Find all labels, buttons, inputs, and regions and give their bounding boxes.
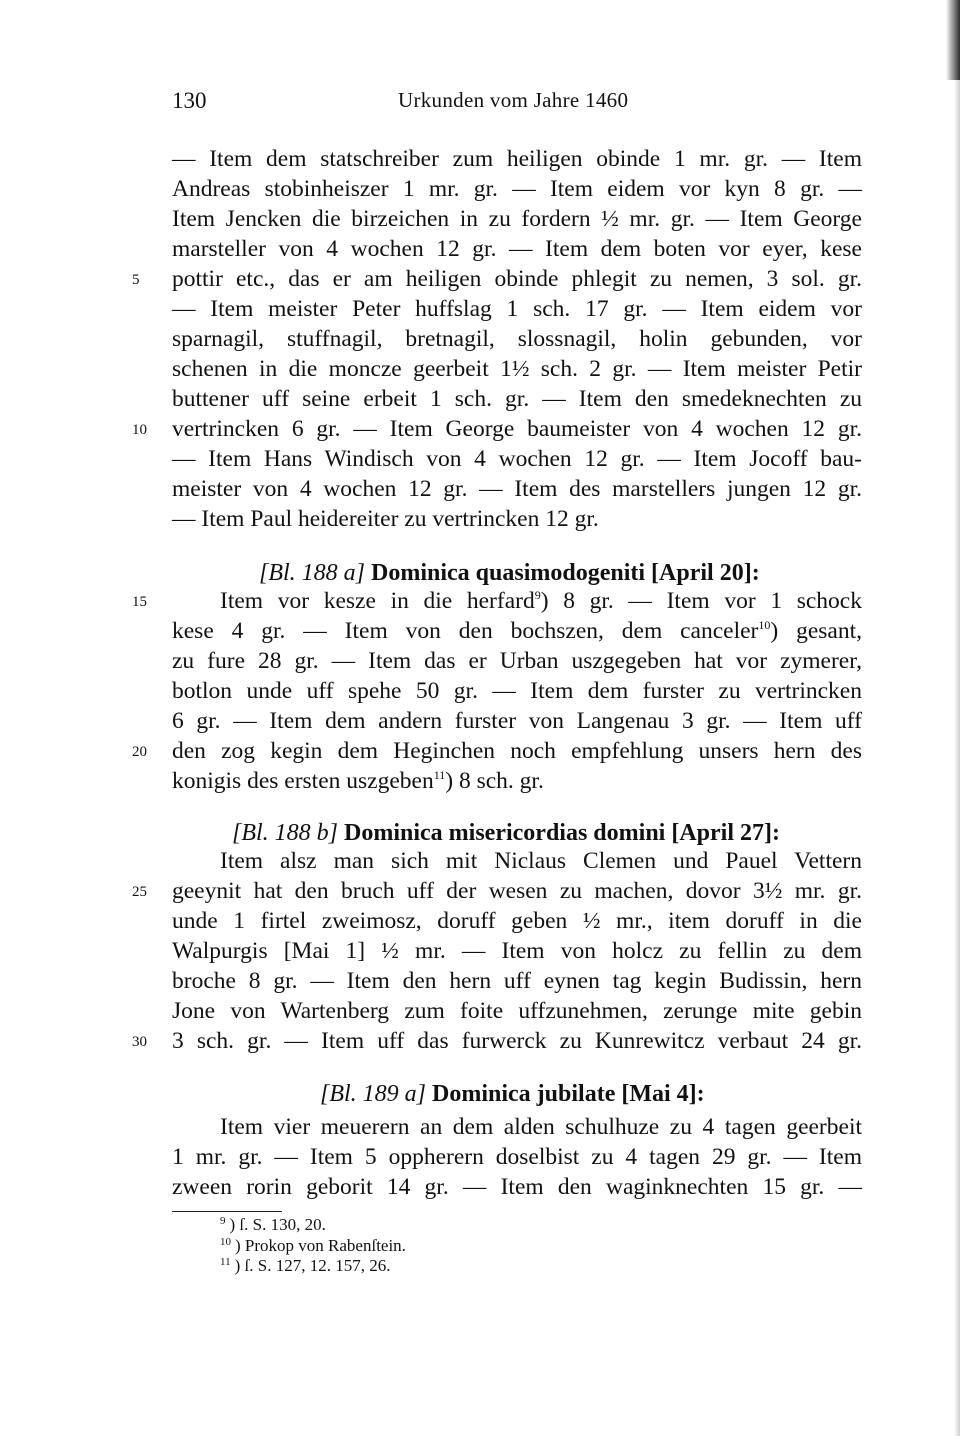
footnote: $^{10}$ ) Prokop von Rabenſtein. <box>220 1236 406 1255</box>
text-line: — Item Hans Windisch von 4 wochen 12 gr. — Item Jocoff bau- <box>172 446 862 472</box>
text-line: — Item dem statschreiber zum heiligen obinde 1 mr. gr. — Item <box>172 146 862 172</box>
text-line: unde 1 firtel zweimosz, doruff geben ½ mr., item doruff in die <box>172 908 862 934</box>
text-line: botlon unde uff spehe 50 gr. — Item dem furster zu vertrincken <box>172 678 862 704</box>
text-line: — Item meister Peter huffslag 1 sch. 17 gr. — Item eidem vor <box>172 296 862 322</box>
line-number: 20 <box>132 744 147 760</box>
text-line: meister von 4 wochen 12 gr. — Item des marstellers jungen 12 gr. <box>172 476 862 502</box>
folio-reference: [Bl. 189 a] <box>320 1081 427 1107</box>
text-line: Item Jencken die birzeichen in zu fordern ½ mr. gr. — Item George <box>172 206 862 232</box>
text-line: Item vor kesze in die herfard$^9$) 8 gr. — Item vor 1 schock <box>220 588 862 614</box>
text-line: 1 mr. gr. — Item 5 oppherern doselbist zu 4 tagen 29 gr. — Item <box>172 1144 862 1170</box>
section-title: Dominica jubilate [Mai 4]: <box>432 1081 705 1107</box>
text-line: pottir etc., das er am heiligen obinde phlegit zu nemen, 3 sol. gr. <box>172 266 862 292</box>
text-line: zween rorin geborit 14 gr. — Item den waginknechten 15 gr. — <box>172 1174 862 1200</box>
line-number: 25 <box>132 884 147 900</box>
footnote-text: Prokop von Rabenſtein. <box>244 1236 406 1255</box>
folio-reference: [Bl. 188 a] <box>259 560 366 586</box>
footnote: $^{11}$ ) ſ. S. 127, 12. 157, 26. <box>220 1256 391 1275</box>
footnote-text: ſ. S. 127, 12. 157, 26. <box>244 1256 391 1275</box>
scan-page-edge <box>954 0 960 1436</box>
text-line: schenen in die moncze geerbeit 1½ sch. 2 gr. — Item meister Petir <box>172 356 862 382</box>
line-number: 15 <box>132 594 147 610</box>
footnote-text: ſ. S. 130, 20. <box>239 1215 326 1234</box>
footnote-mark: 10 <box>220 1236 231 1248</box>
text-line: sparnagil, stuffnagil, bretnagil, slossnagil, holin gebunden, vor <box>172 326 862 352</box>
text-line: — Item Paul heidereiter zu vertrincken 12 gr. <box>172 506 599 532</box>
line-number: 10 <box>132 422 147 438</box>
footnote: $^9$ ) ſ. S. 130, 20. <box>220 1215 326 1234</box>
section-heading <box>320 1078 705 1110</box>
text-line: konigis des ersten uszgeben$^{11}$) 8 sch. gr. <box>172 768 544 794</box>
text-line: Jone von Wartenberg zum foite uffzunehmen, zerunge mite gebin <box>172 998 862 1024</box>
text-line: den zog kegin dem Heginchen noch empfehlung unsers hern des <box>172 738 862 764</box>
text-line: Item alsz man sich mit Niclaus Clemen und Pauel Vettern <box>220 848 862 874</box>
text-line: geeynit hat den bruch uff der wesen zu machen, dovor 3½ mr. gr. <box>172 878 862 904</box>
footnote-mark: 9 <box>220 1215 226 1227</box>
footnote-reference: 9 <box>534 588 541 603</box>
footnote-reference: 10 <box>758 618 771 633</box>
line-number: 5 <box>132 272 140 288</box>
text-line: Item vier meuerern an dem alden schulhuze zu 4 tagen geerbeit <box>220 1114 862 1140</box>
footnote-mark: 11 <box>220 1256 231 1268</box>
page-number: 130 <box>172 88 207 113</box>
text-line: vertrincken 6 gr. — Item George baumeister von 4 wochen 12 gr. <box>172 416 862 442</box>
text-line: broche 8 gr. — Item den hern uff eynen tag kegin Budissin, hern <box>172 968 862 994</box>
footnote-reference: 11 <box>433 768 446 783</box>
text-line: buttener uff seine erbeit 1 sch. gr. — Item den smedeknechten zu <box>172 386 862 412</box>
text-line: 6 gr. — Item dem andern furster von Langenau 3 gr. — Item uff <box>172 708 862 734</box>
section-title: Dominica quasimodogeniti [April 20]: <box>371 560 760 586</box>
line-number: 30 <box>132 1034 147 1050</box>
text-line: 3 sch. gr. — Item uff das furwerck zu Kunrewitcz verbaut 24 gr. <box>172 1028 862 1054</box>
text-line: Walpurgis [Mai 1] ½ mr. — Item von holcz zu fellin zu dem <box>172 938 862 964</box>
footnote-rule <box>172 1211 282 1212</box>
text-line: Andreas stobinheiszer 1 mr. gr. — Item eidem vor kyn 8 gr. — <box>172 176 862 202</box>
section-title: Dominica misericordias domini [April 27]: <box>344 820 780 846</box>
text-line: zu fure 28 gr. — Item das er Urban uszgegeben hat vor zymerer, <box>172 648 862 674</box>
running-title: Urkunden vom Jahre 1460 <box>398 88 629 112</box>
text-line: marsteller von 4 wochen 12 gr. — Item dem boten vor eyer, kese <box>172 236 862 262</box>
folio-reference: [Bl. 188 b] <box>232 820 339 846</box>
text-line: kese 4 gr. — Item von den bochszen, dem canceler$^{10}$) gesant, <box>172 618 862 644</box>
scan-corner-shadow <box>946 0 960 80</box>
